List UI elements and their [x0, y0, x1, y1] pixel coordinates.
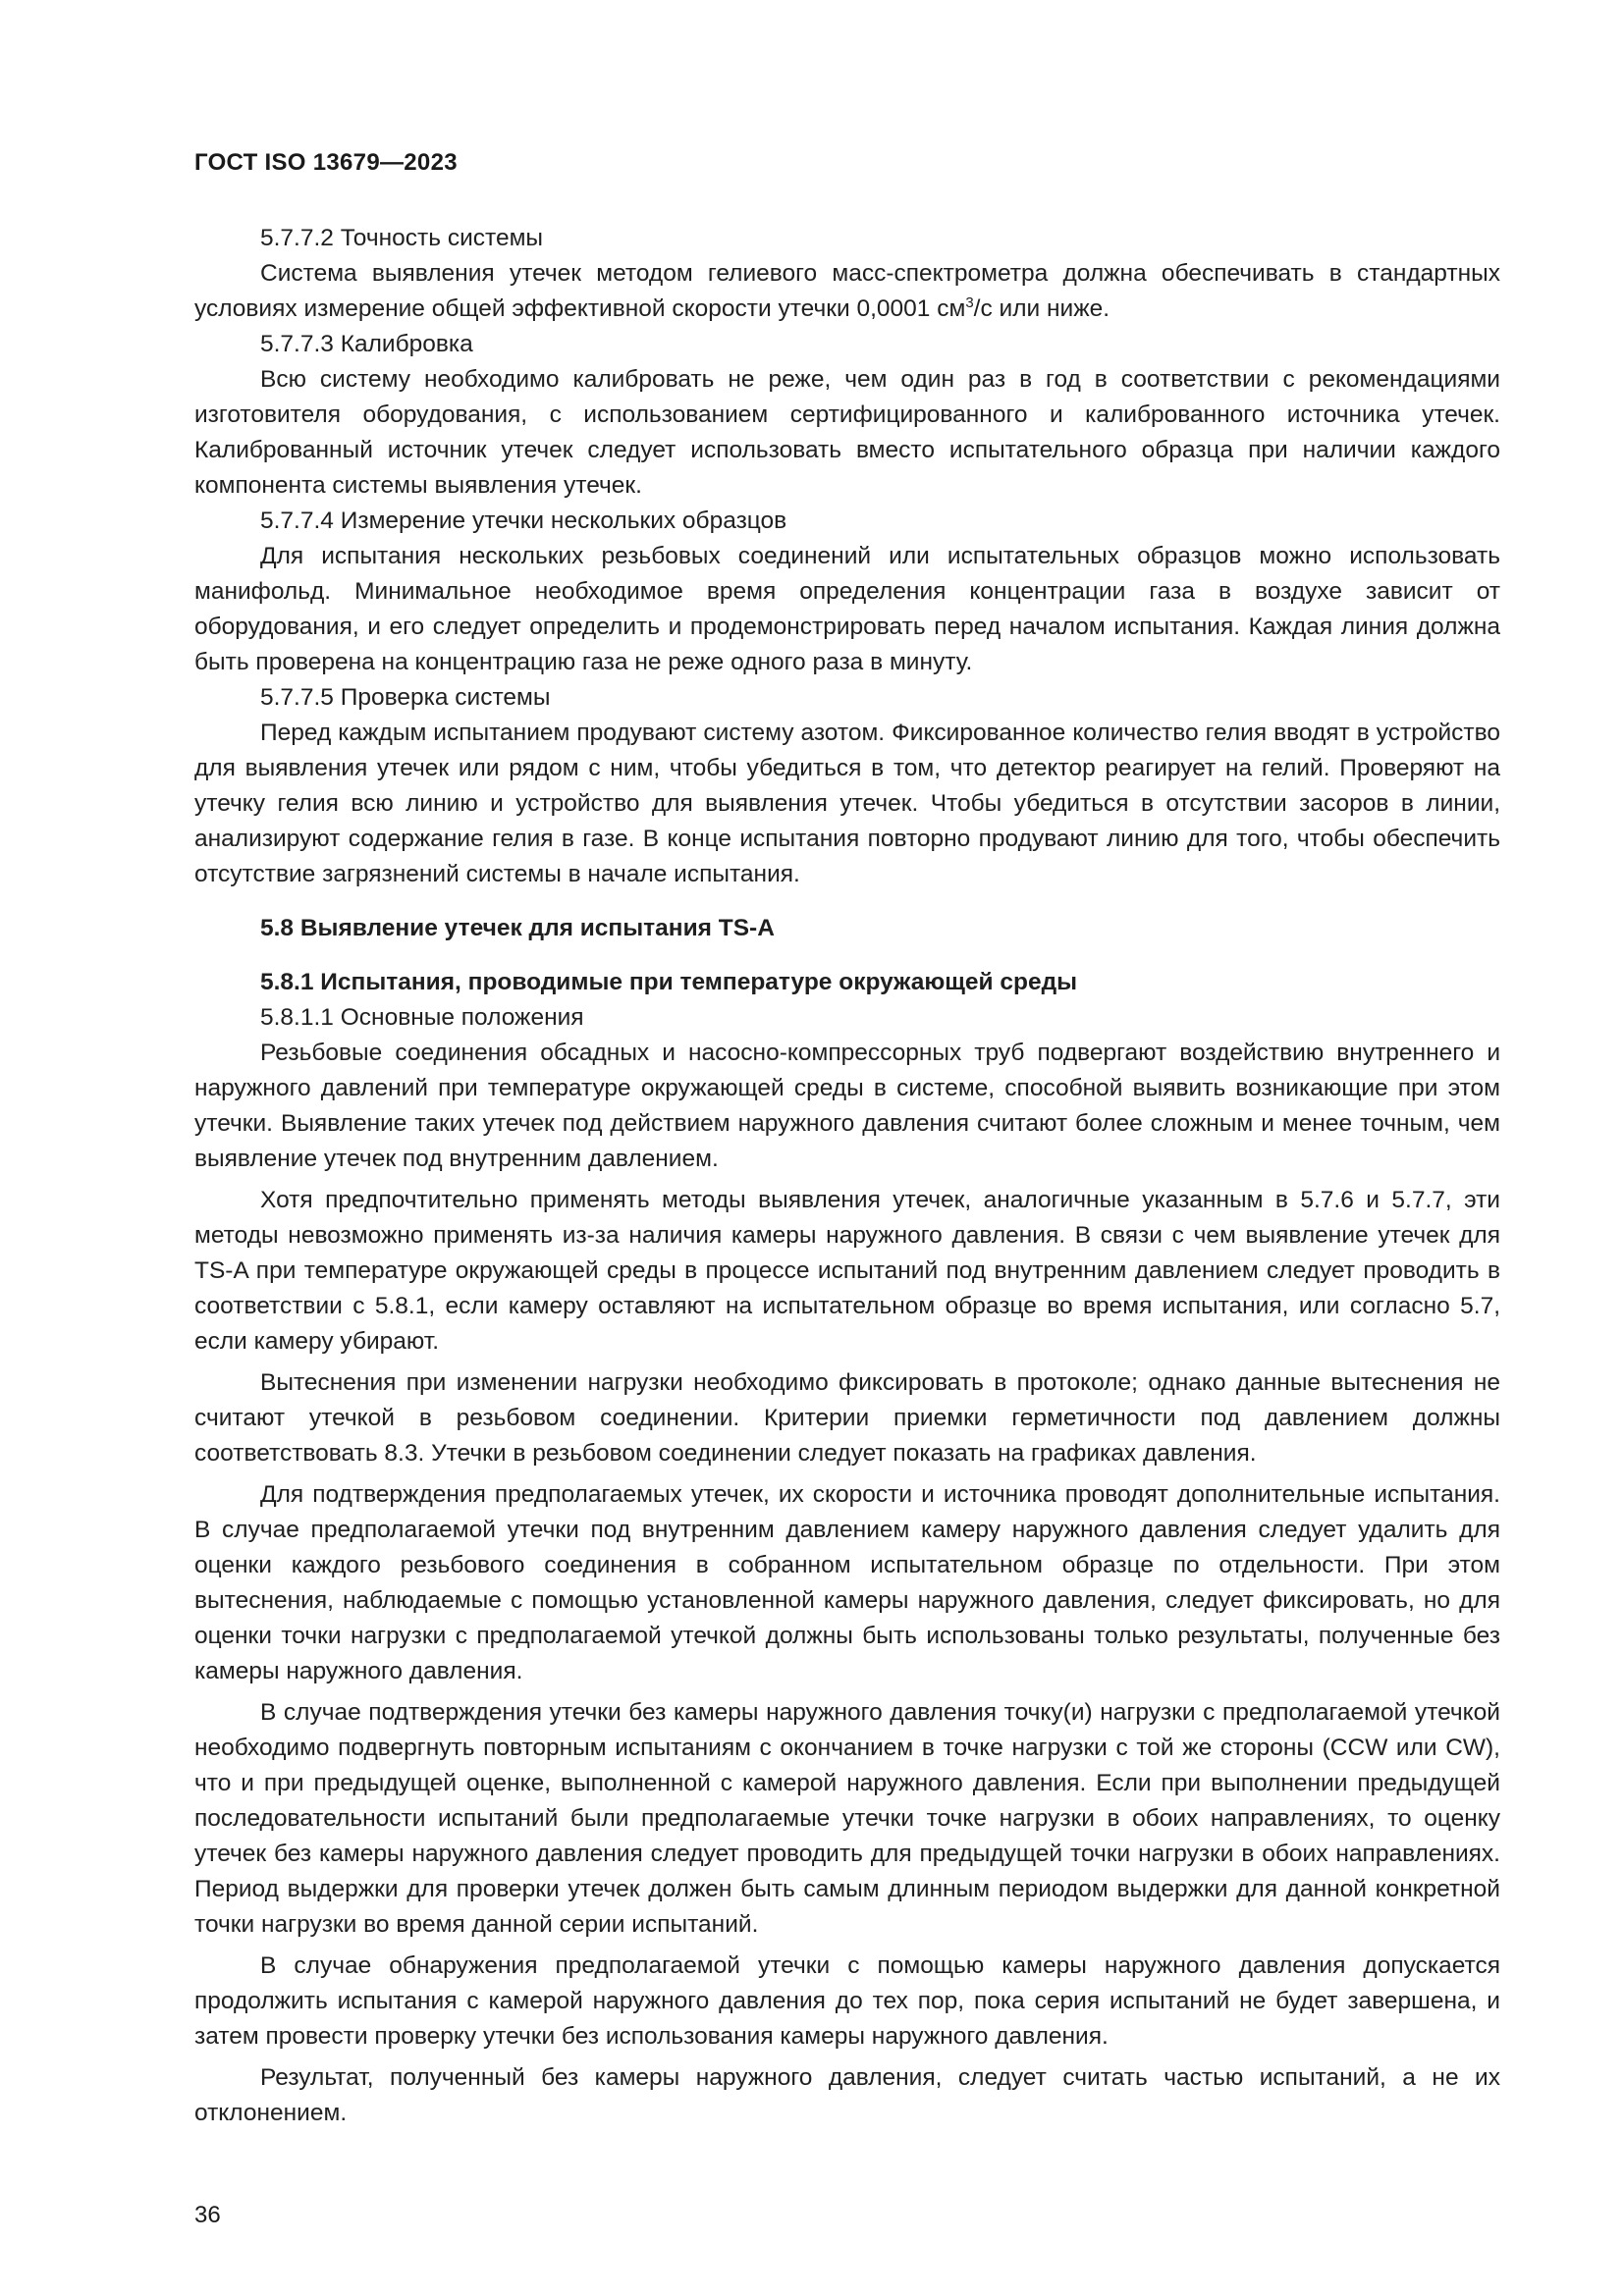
section-5-7-7-4-title: 5.7.7.4 Измерение утечки нескольких образцов — [260, 507, 787, 534]
section-5-8-1-1-title: 5.8.1.1 Основные положения — [260, 1004, 584, 1031]
page-number: 36 — [194, 2202, 221, 2228]
section-5-8-1-1-paragraph-3: Вытеснения при изменении нагрузки необходимо фиксировать в протоколе; однако данные вытеснения не считают утечкой в резьбовом соединении. Критерии приемки герметичности под давлением должны соответствовать 8.3. Утечки в резьбовом соединении следует показать на графиках давления. — [194, 1369, 1500, 1467]
section-5-8-1-1-paragraph-5: В случае подтверждения утечки без камеры наружного давления точку(и) нагрузки с предполагаемой утечкой необходимо подвергнуть повторным испытаниям с окончанием в точке нагрузки с той же стороны (CCW или CW), что и при предыдущей оценке, выполненной с камерой наружного давления. Если при выполнении предыдущей последовательности испытаний были предполагаемые утечки точке нагрузки в обоих направлениях, то оценку утечек без камеры наружного давления следует проводить для предыдущей точки нагрузки в обоих направлениях. Период выдержки для проверки утечек должен быть самым длинным периодом выдержки для данной конкретной точки нагрузки во время данной серии испытаний. — [194, 1699, 1500, 1938]
section-5-8-title: 5.8 Выявление утечек для испытания TS-A — [260, 915, 775, 941]
section-5-8-1-1-paragraph-4: Для подтверждения предполагаемых утечек, их скорости и источника проводят дополнительные испытания. В случае предполагаемой утечки под внутренним давлением камеру наружного давления следует удалить для оценки каждого резьбового соединения в собранном испытательном образце по отдельности. При этом вытеснения, наблюдаемые с помощью установленной камеры наружного давления, следует фиксировать, но для оценки точки нагрузки с предполагаемой утечкой должны быть использованы только результаты, полученные без камеры наружного давления. — [194, 1481, 1500, 1684]
section-5-7-7-3-title: 5.7.7.3 Калибровка — [260, 331, 473, 357]
section-5-7-7-3-paragraph: Всю систему необходимо калибровать не реже, чем один раз в год в соответствии с рекомендациями изготовителя оборудования, с использованием сертифицированного и калиброванного источника утечек. Калиброванный источник утечек следует использовать вместо испытательного образца при наличии каждого компонента системы выявления утечек. — [194, 366, 1500, 499]
document-page — [194, 0, 1500, 2296]
section-5-8-1-1-paragraph-6: В случае обнаружения предполагаемой утечки с помощью камеры наружного давления допускается продолжить испытания с камерой наружного давления до тех пор, пока серия испытаний не будет завершена, и затем провести проверку утечки без использования камеры наружного давления. — [194, 1952, 1500, 2050]
document-body — [194, 221, 1500, 2131]
section-5-8-1-1-paragraph-1: Резьбовые соединения обсадных и насосно-компрессорных труб подвергают воздействию внутреннего и наружного давлений при температуре окружающей среды в системе, способной выявить возникающие при этом утечки. Выявление таких утечек под действием наружного давления считают более сложным и менее точным, чем выявление утечек под внутренним давлением. — [194, 1040, 1500, 1172]
section-5-7-7-5-title: 5.7.7.5 Проверка системы — [260, 684, 551, 711]
section-5-7-7-5-paragraph: Перед каждым испытанием продувают систему азотом. Фиксированное количество гелия вводят в устройство для выявления утечек или рядом с ним, чтобы убедиться в том, что детектор реагирует на гелий. Проверяют на утечку гелия всю линию и устройство для выявления утечек. Чтобы убедиться в отсутствии засоров в линии, анализируют содержание гелия в газе. В конце испытания повторно продувают линию для того, чтобы обеспечить отсутствие загрязнений системы в начале испытания. — [194, 720, 1500, 887]
section-5-8-1-title: 5.8.1 Испытания, проводимые при температуре окружающей среды — [260, 969, 1078, 995]
section-5-7-7-2-title: 5.7.7.2 Точность системы — [260, 225, 544, 251]
superscript-exponent: 3 — [965, 294, 974, 311]
paragraph-text: Система выявления утечек методом гелиевого масс-спектрометра должна обеспечивать в стандартных условиях измерение общей эффективной скорости утечки 0,0001 см — [194, 260, 1500, 322]
paragraph-text-end: /с или ниже. — [973, 295, 1110, 322]
section-5-8-1-1-paragraph-2: Хотя предпочтительно применять методы выявления утечек, аналогичные указанным в 5.7.6 и 5.7.7, эти методы невозможно применять из-за наличия камеры наружного давления. В связи с чем выявление утечек для TS-A при температуре окружающей среды в процессе испытаний под внутренним давлением следует проводить в соответствии с 5.8.1, если камеру оставляют на испытательном образце во время испытания, или согласно 5.7, если камеру убирают. — [194, 1187, 1500, 1355]
section-5-7-7-4-paragraph: Для испытания нескольких резьбовых соединений или испытательных образцов можно использовать манифольд. Минимальное необходимое время определения концентрации газа в воздухе зависит от оборудования, и его следует определить и продемонстрировать перед началом испытания. Каждая линия должна быть проверена на концентрацию газа не реже одного раза в минуту. — [194, 543, 1500, 675]
section-5-7-7-2-paragraph — [194, 256, 1500, 327]
section-5-8-1-1-paragraph-7: Результат, полученный без камеры наружного давления, следует считать частью испытаний, а не их отклонением. — [194, 2064, 1500, 2126]
standard-header: ГОСТ ISO 13679—2023 — [194, 149, 458, 176]
